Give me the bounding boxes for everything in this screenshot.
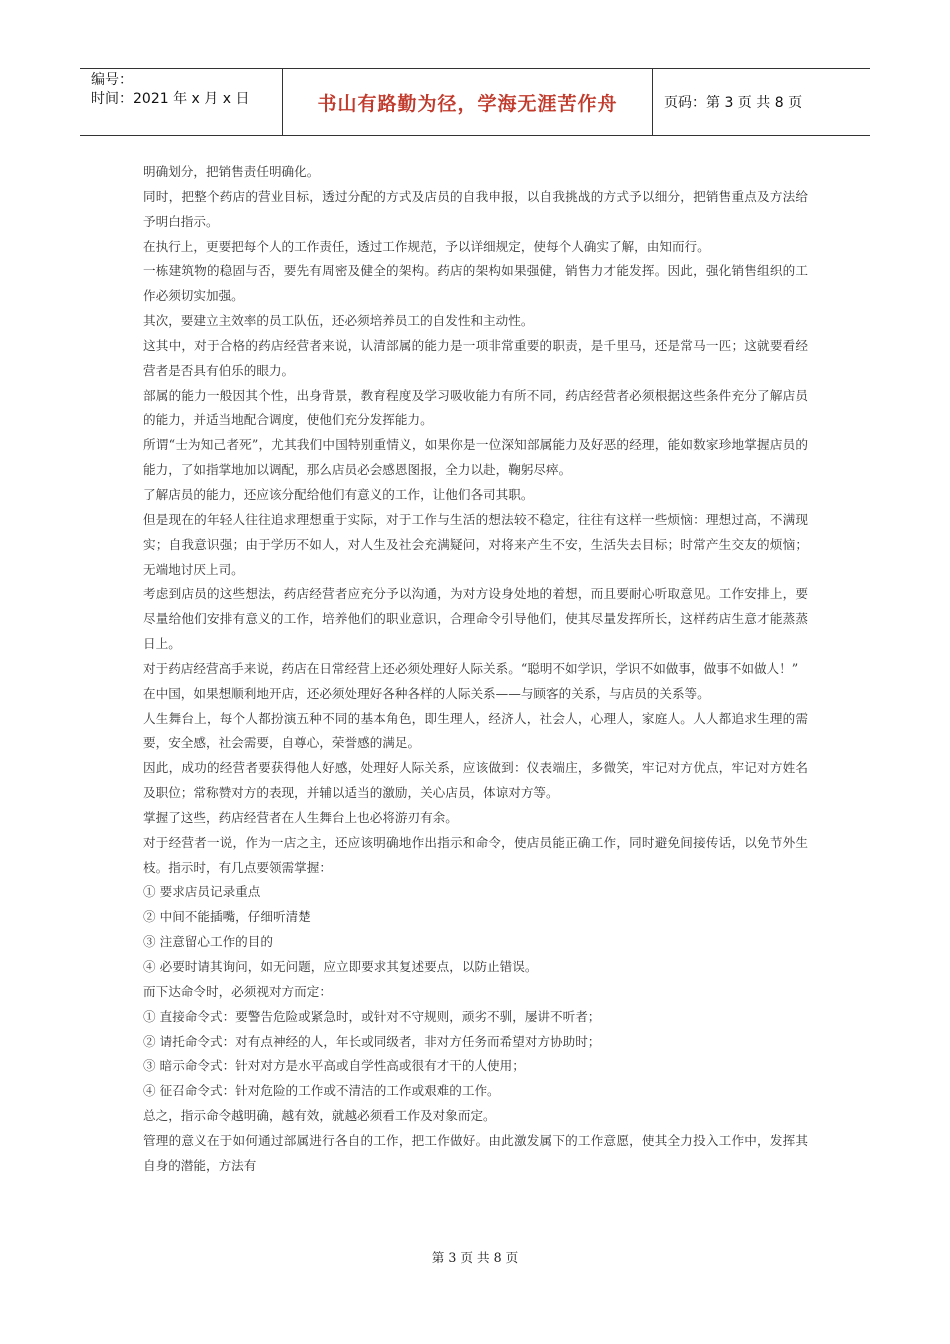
paragraph: 总之，指示命令越明确，越有效，就越必须看工作及对象而定。 <box>143 1108 496 1124</box>
paragraph: 同时，把整个药店的营业目标，透过分配的方式及店员的自我申报，以自我挑战的方式予以细分，把销售重点及方法给予明白指示。 <box>143 188 808 229</box>
paragraph: 这其中，对于合格的药店经营者来说，认清部属的能力是一项非常重要的职责，是千里马，还是常马一匹；这就要看经营者是否具有伯乐的眼力。 <box>143 337 808 378</box>
header-page-indicator: 页码：第 3 页 共 8 页 <box>664 95 803 111</box>
document-body <box>143 160 808 1179</box>
paragraph: 而下达命令时，必须视对方而定： <box>143 983 332 999</box>
document-number-label: 编号： <box>91 72 133 88</box>
paragraph: 考虑到店员的这些想法，药店经营者应充分予以沟通，为对方设身处地的着想，而且要耐心听取意见。工作安排上，要尽量给他们安排有意义的工作，培养他们的职业意识，合理命令引导他们，使其尽量发挥所长，这样药店生意才能蒸蒸日上。 <box>143 586 808 652</box>
paragraph: 但是现在的年轻人往往追求理想重于实际，对于工作与生活的想法较不稳定，往往有这样一些烦恼：理想过高，不满现实；自我意识强；由于学历不如人，对人生及社会充满疑问，对将来产生不安，生活失去目标；时常产生交友的烦恼；无端地讨厌上司。 <box>143 511 808 577</box>
paragraph: 对于药店经营高手来说，药店在日常经营上还必须处理好人际关系。“聪明不如学识，学识不如做事，做事不如做人！” <box>143 660 799 676</box>
list-item: ③ 暗示命令式：针对对方是水平高或自学性高或很有才干的人使用； <box>143 1058 525 1074</box>
paragraph: 所谓“士为知己者死”，尤其我们中国特别重情义，如果你是一位深知部属能力及好恶的经理，能如数家珍地掌握店员的能力，了如指掌地加以调配，那么店员必会感恩图报，全力以赴，鞠躬尽瘁。 <box>143 437 808 478</box>
paragraph: 在执行上，更要把每个人的工作责任，透过工作规范，予以详细规定，使每个人确实了解，由知而行。 <box>143 238 710 254</box>
paragraph: 其次，要建立主效率的员工队伍，还必须培养员工的自发性和主动性。 <box>143 313 534 329</box>
list-item: ③ 注意留心工作的目的 <box>143 934 273 950</box>
paragraph: 一栋建筑物的稳固与否，要先有周密及健全的架构。药店的架构如果强健，销售力才能发挥。因此，强化销售组织的工作必须切实加强。 <box>143 263 808 304</box>
list-item: ② 请托命令式：对有点神经的人，年长或同级者，非对方任务而希望对方协助时； <box>143 1033 601 1049</box>
paragraph: 管理的意义在于如何通过部属进行各自的工作，把工作做好。由此激发属下的工作意愿，使其全力投入工作中，发挥其自身的潜能，方法有 <box>143 1132 808 1173</box>
page-footer: 第 3 页 共 8 页 <box>431 1250 519 1265</box>
list-item: ② 中间不能插嘴，仔细听清楚 <box>143 909 311 925</box>
document-date: 时间：2021 年 x 月 x 日 <box>91 91 250 107</box>
paragraph: 了解店员的能力，还应该分配给他们有意义的工作，让他们各司其职。 <box>143 486 534 502</box>
paragraph: 在中国，如果想顺利地开店，还必须处理好各种各样的人际关系——与顾客的关系，与店员的关系等。 <box>143 685 710 701</box>
paragraph: 人生舞台上，每个人都扮演五种不同的基本角色，即生理人，经济人，社会人，心理人，家庭人。人人都追求生理的需要，安全感，社会需要，自尊心，荣誉感的满足。 <box>143 710 808 751</box>
paragraph: 掌握了这些，药店经营者在人生舞台上也必将游刃有余。 <box>143 809 458 825</box>
list-item: ④ 必要时请其询问，如无问题，应立即要求其复述要点，以防止错误。 <box>143 959 538 974</box>
paragraph: 部属的能力一般因其个性，出身背景，教育程度及学习吸收能力有所不同，药店经营者必须根据这些条件充分了解店员的能力，并适当地配合调度，使他们充分发挥能力。 <box>143 387 808 428</box>
list-item: ④ 征召命令式：针对危险的工作或不清洁的工作或艰难的工作。 <box>143 1083 500 1099</box>
list-item: ① 要求店员记录重点 <box>143 884 261 900</box>
list-item: ① 直接命令式：要警告危险或紧急时，或针对不守规则，顽劣不驯，屡讲不听者； <box>143 1008 601 1024</box>
header-meta <box>80 69 283 135</box>
paragraph: 因此，成功的经营者要获得他人好感，处理好人际关系，应该做到：仪表端庄，多微笑，牢记对方优点，牢记对方姓名及职位；常称赞对方的表现，并辅以适当的激励，关心店员，体谅对方等。 <box>143 760 808 801</box>
paragraph: 对于经营者一说，作为一店之主，还应该明确地作出指示和命令，使店员能正确工作，同时避免间接传话，以免节外生枝。指示时，有几点要领需掌握： <box>143 834 808 875</box>
header-motto: 书山有路勤为径，学海无涯苦作舟 <box>283 69 653 135</box>
paragraph: 明确划分，把销售责任明确化。 <box>143 164 320 179</box>
page-header <box>80 68 870 136</box>
